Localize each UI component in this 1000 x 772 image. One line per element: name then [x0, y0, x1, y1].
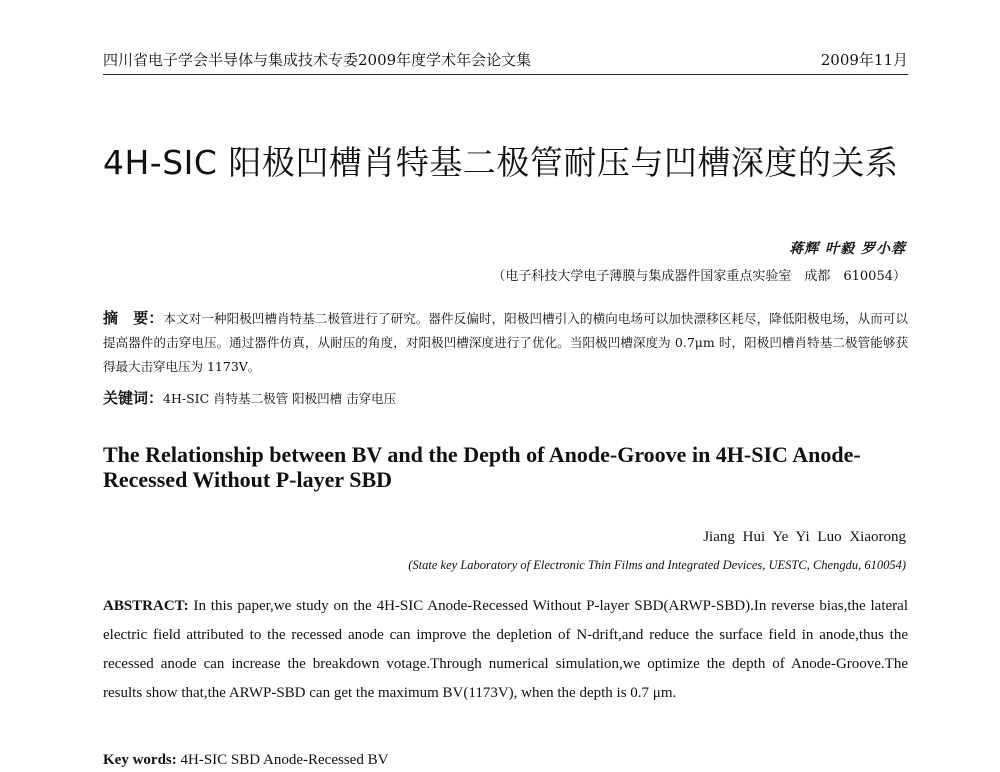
- header-proceedings-title: 四川省电子学会半导体与集成技术专委2009年度学术年会论文集: [103, 51, 532, 69]
- chinese-abstract-label: 摘 要：: [103, 309, 164, 327]
- english-abstract: [103, 592, 908, 708]
- header-date: 2009年11月: [820, 51, 908, 69]
- running-header: [103, 48, 908, 75]
- chinese-abstract-text: 本文对一种阳极凹槽肖特基二极管进行了研究。器件反偏时，阳极凹槽引入的横向电场可以加快漂移区耗尽，降低阳极电场，从而可以提高器件的击穿电压。通过器件仿真，从耐压的角度，对阳极凹槽深度进行了优化。当阳极凹槽深度为 0.7μm 时，阳极凹槽肖特基二极管能够获得最大击穿电压为 1173V。: [103, 311, 908, 374]
- chinese-abstract: [103, 306, 908, 379]
- english-keywords-text: 4H-SIC SBD Anode-Recessed BV: [176, 752, 389, 768]
- chinese-title: 4H-SIC 阳极凹槽肖特基二极管耐压与凹槽深度的关系: [103, 143, 899, 182]
- chinese-keywords-label: 关键词：: [103, 389, 164, 407]
- chinese-authors: 蒋辉 叶毅 罗小蓉: [789, 241, 906, 257]
- english-keywords: [103, 748, 908, 772]
- english-abstract-label: ABSTRACT:: [103, 598, 189, 614]
- chinese-affiliation: （电子科技大学电子薄膜与集成器件国家重点实验室 成都 610054）: [492, 269, 906, 284]
- chinese-keywords: [103, 386, 908, 411]
- chinese-keywords-text: 4H-SIC 肖特基二极管 阳极凹槽 击穿电压: [163, 391, 397, 406]
- english-abstract-text: In this paper,we study on the 4H-SIC Anode-Recessed Without P-layer SBD(ARWP-SBD).In reverse bias,the lateral electric field attributed to the recessed anode can improve the depletion of N-drift,and reduce the surface field in anode,thus the recessed anode can increase the breakdown votage.Through numerical simulation,we optimize the depth of Anode-Groove.The results show that,the ARWP-SBD can get the maximum BV(1173V), when the depth is 0.7 μm.: [103, 598, 908, 701]
- english-affiliation: (State key Laboratory of Electronic Thin Films and Integrated Devices, UESTC, Chengdu, 610054): [408, 558, 906, 572]
- english-title: The Relationship between BV and the Depth of Anode-Groove in 4H-SIC Anode-Recessed Without P-layer SBD: [103, 442, 861, 492]
- english-authors: Jiang Hui Ye Yi Luo Xiaorong: [703, 529, 906, 545]
- english-keywords-label: Key words:: [103, 752, 177, 768]
